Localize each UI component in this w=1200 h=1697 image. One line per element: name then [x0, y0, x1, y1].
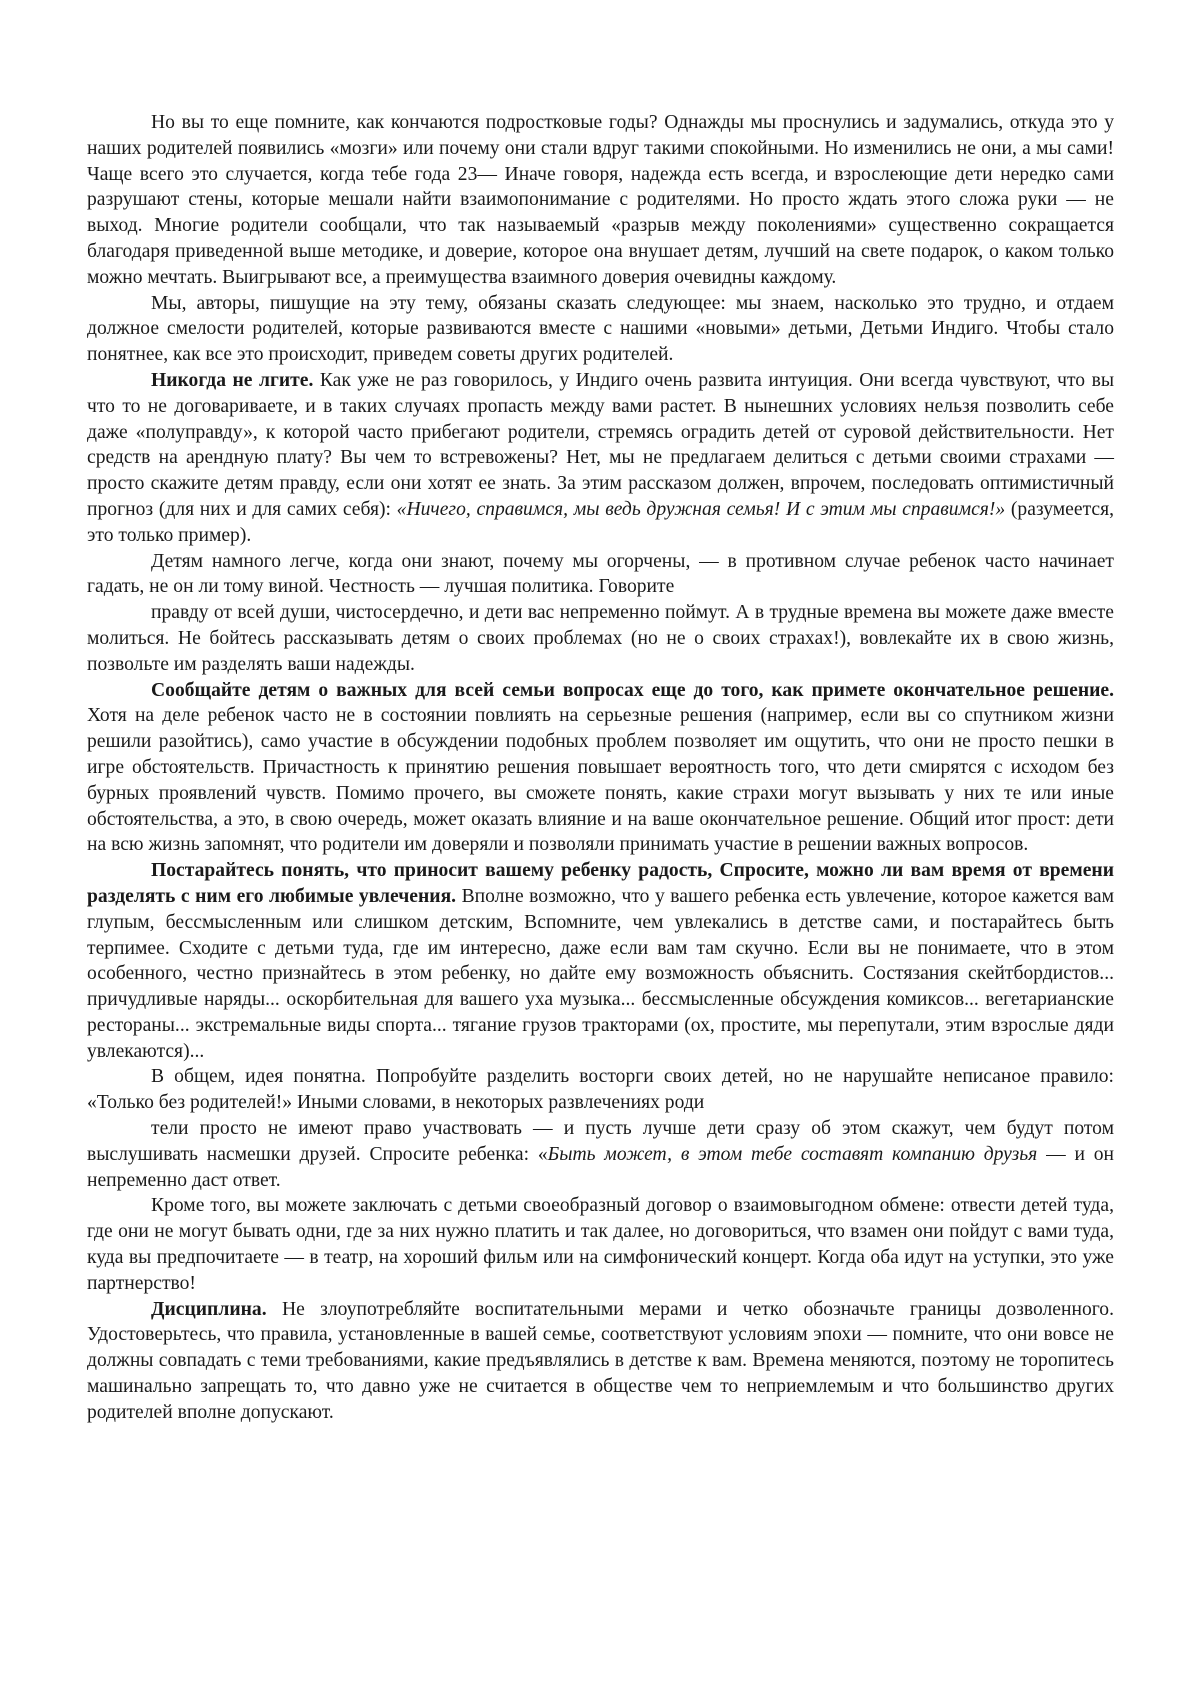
- paragraph-5: [87, 600, 1114, 677]
- document-page: [87, 110, 1114, 1426]
- paragraph-3-quote: «Ничего, справимся, мы ведь дружная семья! И с этим мы справимся!»: [397, 499, 1006, 520]
- paragraph-9-text: тели просто не имеют право участвовать — и пусть лучше дети сразу об этом скажут, чем будут потом выслушивать насмешки друзей. Спросите ребенка: «: [87, 1118, 1114, 1165]
- paragraph-10: [87, 1193, 1114, 1296]
- paragraph-3-tail: (разумеется, это только пример).: [87, 499, 1114, 546]
- paragraph-9-quote: Быть может, в этом тебе составят компанию друзья: [548, 1144, 1038, 1165]
- paragraph-4-text: Детям намного легче, когда они знают, почему мы огорчены, — в противном случае ребенок часто начинает гадать, не он ли тому виной. Честность — лучшая политика. Говорите: [87, 551, 1114, 598]
- paragraph-5-text: правду от всей души, чистосердечно, и дети вас непременно поймут. А в трудные времена вы можете даже вместе молиться. Не бойтесь рассказывать детям о своих проблемах (но не о своих страхах!), вовлекайте их в свою жизнь, позвольте им разделять ваши надежды.: [87, 602, 1114, 675]
- paragraph-7-heading: Постарайтесь понять, что приносит вашему ребенку радость, Спросите, можно ли вам время от времени разделять с ним его любимые увлечения.: [87, 860, 1114, 907]
- paragraph-3: [87, 368, 1114, 549]
- paragraph-6-heading: Сообщайте детям о важных для всей семьи вопросах еще до того, как примете окончательное решение.: [151, 680, 1114, 701]
- paragraph-1: [87, 110, 1114, 291]
- paragraph-9: [87, 1116, 1114, 1193]
- paragraph-3-heading: Никогда не лгите.: [151, 370, 313, 391]
- paragraph-9-tail: — и он непременно даст ответ.: [87, 1144, 1114, 1191]
- paragraph-11-heading: Дисциплина.: [151, 1299, 267, 1320]
- paragraph-10-text: Кроме того, вы можете заключать с детьми своеобразный договор о взаимовыгодном обмене: отвести детей туда, где они не могут бывать одни, где за них нужно платить и так далее, но договориться, что взамен они пойдут с вами туда, куда вы предпочитаете — в театр, на хороший фильм или на симфонический концерт. Когда оба идут на уступки, это уже партнерство!: [87, 1195, 1114, 1293]
- paragraph-7: [87, 858, 1114, 1064]
- paragraph-6-text: Хотя на деле ребенок часто не в состоянии повлиять на серьезные решения (например, если вы со спутником жизни решили разойтись), само участие в обсуждении подобных проблем позволяет им ощутить, что они не просто пешки в игре обстоятельств. Причастность к принятию решения повышает вероятность того, что дети смирятся с исходом без бурных проявлений чувств. Помимо прочего, вы сможете понять, какие страхи могут вызывать у них те или иные обстоятельства, а это, в свою очередь, может оказать влияние и на ваше окончательное решение. Общий итог прост: дети на всю жизнь запомнят, что родители им доверяли и позволяли принимать участие в решении важных вопросов.: [87, 705, 1114, 855]
- paragraph-2: [87, 291, 1114, 368]
- paragraph-3-text: Как уже не раз говорилось, у Индиго очень развита интуиция. Они всегда чувствуют, что вы что то не договариваете, и в таких случаях пропасть между вами растет. В нынешних условиях нельзя позволить себе даже «полуправду», к которой часто прибегают родители, стремясь оградить детей от суровой действительности. Нет средств на арендную плату? Вы чем то встревожены? Нет, мы не предлагаем делиться с детьми своими страхами — просто скажите детям правду, если они хотят ее знать. За этим рассказом должен, впрочем, последовать оптимистичный прогноз (для них и для самих себя):: [87, 370, 1114, 520]
- paragraph-7-text: Вполне возможно, что у вашего ребенка есть увлечение, которое кажется вам глупым, бессмысленным или слишком детским, Вспомните, чем увлекались в детстве сами, и постарайтесь быть терпимее. Сходите с детьми туда, где им интересно, даже если вам там скучно. Если вы не понимаете, что в этом особенного, честно признайтесь в этом ребенку, но дайте ему возможность объяснить. Состязания скейтбордистов... причудливые наряды... оскорбительная для вашего уха музыка... бессмысленные обсуждения комиксов... вегетарианские рестораны... экстремальные виды спорта... тягание грузов тракторами (ох, простите, мы перепутали, этим взрослые дяди увлекаются)...: [87, 886, 1114, 1062]
- paragraph-11-text: Не злоупотребляйте воспитательными мерами и четко обозначьте границы дозволенного. Удостоверьтесь, что правила, установленные в вашей семье, соответствуют условиям эпохи — помните, что они вовсе не должны совпадать с теми требованиями, какие предъявлялись в детстве к вам. Времена меняются, поэтому не торопитесь машинально запрещать то, что давно уже не считается в обществе чем то неприемлемым и что большинство других родителей вполне допускают.: [87, 1299, 1114, 1423]
- paragraph-1-text: Но вы то еще помните, как кончаются подростковые годы? Однажды мы проснулись и задумались, откуда это у наших родителей появились «мозги» или почему они стали вдруг такими спокойными. Но изменились не они, а мы сами! Чаще всего это случается, когда тебе года 23— Иначе говоря, надежда есть всегда, и взрослеющие дети нередко сами разрушают стены, которые мешали найти взаимопонимание с родителями. Но просто ждать этого сложа руки — не выход. Многие родители сообщали, что так называемый «разрыв между поколениями» существенно сокращается благодаря приведенной выше методике, и доверие, которое она внушает детям, лучший на свете подарок, о каком только можно мечтать. Выигрывают все, а преимущества взаимного доверия очевидны каждому.: [87, 112, 1114, 288]
- paragraph-8-text: В общем, идея понятна. Попробуйте разделить восторги своих детей, но не нарушайте неписаное правило: «Только без родителей!» Иными словами, в некоторых развлечениях роди: [87, 1066, 1114, 1113]
- paragraph-11: [87, 1297, 1114, 1426]
- paragraph-2-text: Мы, авторы, пишущие на эту тему, обязаны сказать следующее: мы знаем, насколько это трудно, и отдаем должное смелости родителей, которые развиваются вместе с нашими «новыми» детьми, Детьми Индиго. Чтобы стало понятнее, как все это происходит, приведем советы других родителей.: [87, 293, 1114, 366]
- paragraph-6: [87, 678, 1114, 859]
- paragraph-8: [87, 1064, 1114, 1116]
- paragraph-4: [87, 549, 1114, 601]
